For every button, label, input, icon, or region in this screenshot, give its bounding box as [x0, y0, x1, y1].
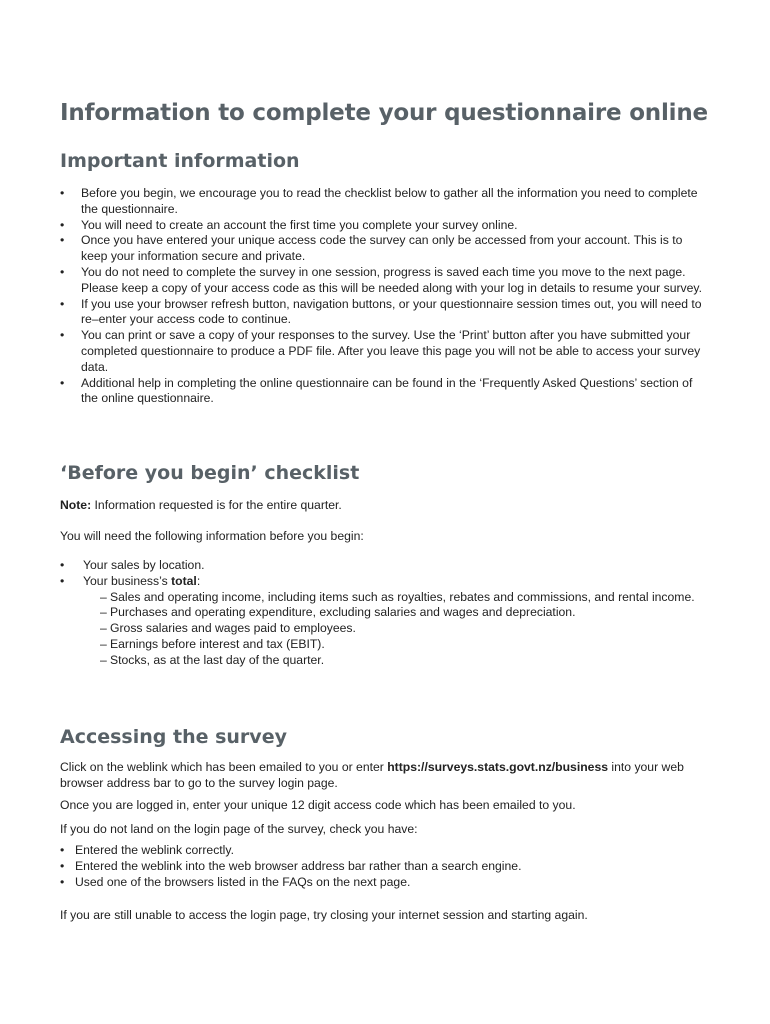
access-text-suffix: into your web browser address bar to go to the survey login page.	[60, 760, 684, 790]
list-item: • You can print or save a copy of your responses to the survey. Use the ‘Print’ button after you have submitted your completed questionnaire to produce a PDF file. After you leave this page you will not be able to access your survey data.	[60, 328, 710, 375]
checklist-heading: ‘Before you begin’ checklist	[60, 462, 360, 484]
list-item: • Your sales by location.	[60, 558, 710, 574]
list-item: • Additional help in completing the online questionnaire can be found in the ‘Frequently Asked Questions’ section of the online questionnaire.	[60, 376, 710, 408]
list-item: • If you use your browser refresh button, navigation buttons, or your questionnaire session times out, you will need to re–enter your access code to continue.	[60, 297, 710, 329]
note-label: Note:	[60, 498, 92, 512]
total-suffix: :	[196, 573, 201, 588]
access-paragraph-1	[60, 759, 710, 791]
checklist-note	[60, 497, 710, 513]
total-bold: total	[171, 573, 197, 588]
list-item: • Once you have entered your unique access code the survey can only be accessed from your account. This is to keep your information secure and private.	[60, 233, 710, 265]
list-item: • Used one of the browsers listed in the FAQs on the next page.	[60, 875, 710, 891]
important-list	[60, 186, 710, 407]
checklist-list	[60, 558, 710, 669]
list-item	[60, 574, 710, 669]
list-item: • Entered the weblink into the web browser address bar rather than a search engine.	[60, 859, 710, 875]
sub-list-item: – Sales and operating income, including items such as royalties, rebates and commissions, and rental income.	[100, 590, 710, 606]
access-text-prefix: Click on the weblink which has been emailed to you or enter	[60, 760, 388, 774]
page-title: Information to complete your questionnaire online	[60, 100, 708, 126]
access-paragraph-2: Once you are logged in, enter your unique 12 digit access code which has been emailed to you.	[60, 798, 576, 812]
important-heading: Important information	[60, 150, 300, 172]
list-item: • You will need to create an account the first time you complete your survey online.	[60, 218, 710, 234]
access-check-list	[60, 843, 710, 890]
total-sub-list	[83, 590, 710, 669]
sub-list-item: – Gross salaries and wages paid to employees.	[100, 621, 710, 637]
sub-list-item: – Earnings before interest and tax (EBIT).	[100, 637, 710, 653]
survey-link[interactable]: https://surveys.stats.govt.nz/business	[387, 760, 609, 774]
list-item: • Entered the weblink correctly.	[60, 843, 710, 859]
access-paragraph-3: If you do not land on the login page of the survey, check you have:	[60, 822, 418, 836]
access-heading: Accessing the survey	[60, 726, 287, 748]
checklist-intro: You will need the following information before you begin:	[60, 529, 364, 543]
sub-list-item: – Purchases and operating expenditure, excluding salaries and wages and depreciation.	[100, 605, 710, 621]
list-item: • Before you begin, we encourage you to read the checklist below to gather all the information you need to complete the questionnaire.	[60, 186, 710, 218]
sub-list-item: – Stocks, as at the last day of the quarter.	[100, 653, 710, 669]
total-prefix: Your business’s	[83, 573, 172, 588]
note-text: Information requested is for the entire quarter.	[91, 498, 342, 512]
list-item: • You do not need to complete the survey in one session, progress is saved each time you move to the next page. Please keep a copy of your access code as this will be needed along with your log in details to resume your survey.	[60, 265, 710, 297]
access-paragraph-4: If you are still unable to access the login page, try closing your internet session and starting again.	[60, 908, 588, 922]
